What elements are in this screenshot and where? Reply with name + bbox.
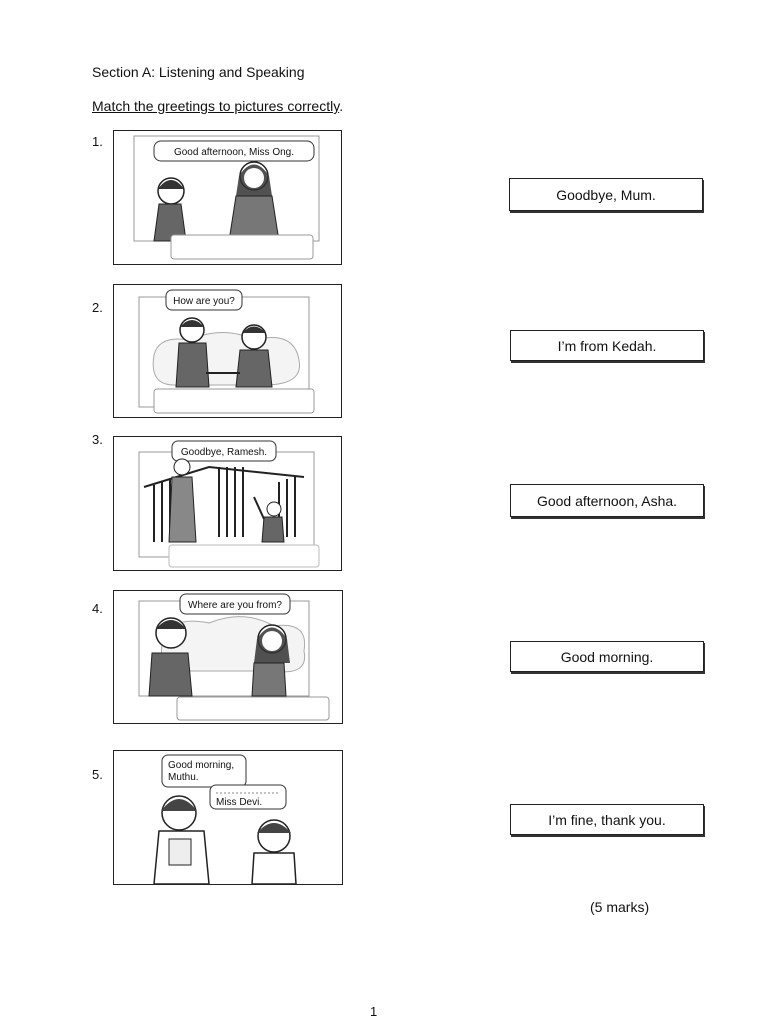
picture-4 [113,590,343,724]
section-title: Section A: Listening and Speaking [92,64,305,80]
speech-bubble-5-reply: Miss Devi. [216,797,263,808]
page-number: 1 [370,1004,378,1019]
speech-bubble-5-line1: Good morning, [168,760,235,771]
speech-bubble-4: Where are you from? [188,600,282,611]
speech-bubble-2: How are you? [173,296,235,307]
speech-bubble-5-line2: Muthu. [168,772,199,783]
answer-box-4: Good morning. [510,641,704,672]
answer-box-1: Goodbye, Mum. [509,178,703,211]
speech-bubble-3: Goodbye, Ramesh. [180,447,268,458]
answer-box-5: I’m fine, thank you. [510,804,704,835]
instruction-text: Match the greetings to pictures correctly [92,98,340,114]
picture-5 [113,750,343,885]
marks-label: (5 marks) [590,899,650,915]
instruction-period: . [339,98,344,114]
picture-3 [113,436,342,571]
answer-box-3: Good afternoon, Asha. [510,484,704,517]
answer-box-2: I’m from Kedah. [510,330,704,361]
speech-bubble-1: Good afternoon, Miss Ong. [173,147,295,158]
question-number: 1. [92,134,103,149]
question-number: 4. [92,601,103,616]
question-number: 3. [92,432,103,447]
picture-2 [113,284,342,418]
picture-1 [113,130,342,265]
question-number: 5. [92,767,103,782]
question-number: 2. [92,300,103,315]
instruction [92,98,343,114]
